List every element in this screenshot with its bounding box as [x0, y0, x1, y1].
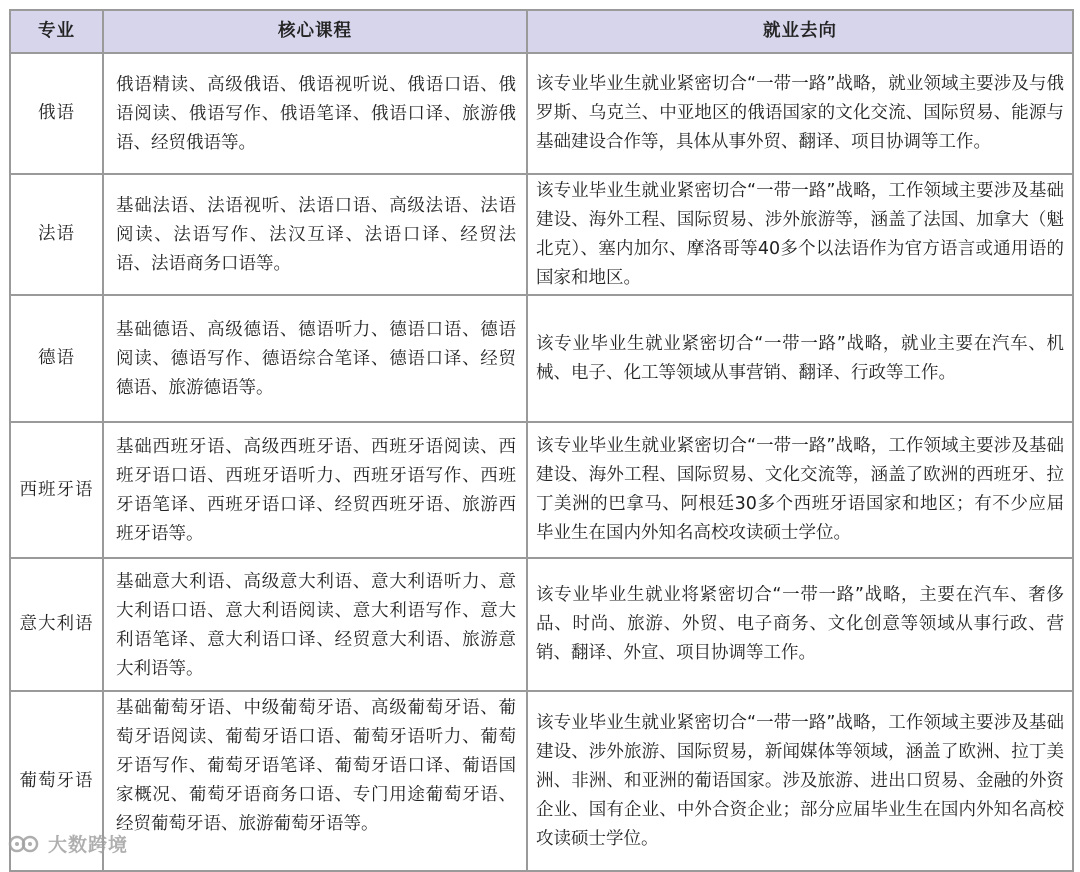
major-cell: 意大利语	[10, 558, 103, 691]
header-jobs: 就业去向	[527, 10, 1073, 53]
jobs-cell: 该专业毕业生就业紧密切合“一带一路”战略，就业主要在汽车、机械、电子、化工等领域从事营销、翻译、行政等工作。	[527, 295, 1073, 422]
jobs-cell: 该专业毕业生就业紧密切合“一带一路”战略，就业领域主要涉及与俄罗斯、乌克兰、中亚地区的俄语国家的文化交流、国际贸易、能源与基础建设合作等，具体从事外贸、翻译、项目协调等工作。	[527, 53, 1073, 174]
major-cell: 西班牙语	[10, 422, 103, 558]
major-cell: 俄语	[10, 53, 103, 174]
jobs-cell: 该专业毕业生就业紧密切合“一带一路”战略，工作领域主要涉及基础建设、海外工程、国际贸易、文化交流等，涵盖了欧洲的西班牙、拉丁美洲的巴拿马、阿根廷30多个西班牙语国家和地区；有不少应届毕业生在国内外知名高校攻读硕士学位。	[527, 422, 1073, 558]
watermark-text: 大数跨境	[48, 834, 129, 856]
table-row	[10, 558, 1073, 691]
jobs-cell: 该专业毕业生就业紧密切合“一带一路”战略，工作领域主要涉及基础建设、海外工程、国际贸易、涉外旅游等，涵盖了法国、加拿大（魁北克）、塞内加尔、摩洛哥等40多个以法语作为官方语言或通用语的国家和地区。	[527, 174, 1073, 295]
table-row	[10, 53, 1073, 174]
courses-cell: 基础葡萄牙语、中级葡萄牙语、高级葡萄牙语、葡萄牙语阅读、葡萄牙语口语、葡萄牙语听力、葡萄牙语写作、葡萄牙语笔译、葡萄牙语口译、葡语国家概况、葡萄牙语商务口语、专门用途葡萄牙语、经贸葡萄牙语、旅游葡萄牙语等。	[103, 691, 527, 871]
watermark-logo-icon	[8, 832, 42, 856]
courses-cell: 基础意大利语、高级意大利语、意大利语听力、意大利语口语、意大利语阅读、意大利语写作、意大利语笔译、意大利语口译、经贸意大利语、旅游意大利语等。	[103, 558, 527, 691]
watermark	[8, 830, 128, 857]
table-row	[10, 422, 1073, 558]
major-cell: 葡萄牙语	[10, 691, 103, 871]
header-major: 专业	[10, 10, 103, 53]
major-cell: 法语	[10, 174, 103, 295]
courses-cell: 基础西班牙语、高级西班牙语、西班牙语阅读、西班牙语口语、西班牙语听力、西班牙语写作、西班牙语笔译、西班牙语口译、经贸西班牙语、旅游西班牙语等。	[103, 422, 527, 558]
courses-cell: 基础法语、法语视听、法语口语、高级法语、法语阅读、法语写作、法汉互译、法语口译、经贸法语、法语商务口语等。	[103, 174, 527, 295]
courses-cell: 基础德语、高级德语、德语听力、德语口语、德语阅读、德语写作、德语综合笔译、德语口译、经贸德语、旅游德语等。	[103, 295, 527, 422]
jobs-cell: 该专业毕业生就业紧密切合“一带一路”战略，工作领域主要涉及基础建设、涉外旅游、国际贸易，新闻媒体等领域，涵盖了欧洲、拉丁美洲、非洲、和亚洲的葡语国家。涉及旅游、进出口贸易、金融的外资企业、国有企业、中外合资企业；部分应届毕业生在国内外知名高校攻读硕士学位。	[527, 691, 1073, 871]
header-courses: 核心课程	[103, 10, 527, 53]
table-row	[10, 295, 1073, 422]
courses-cell: 俄语精读、高级俄语、俄语视听说、俄语口语、俄语阅读、俄语写作、俄语笔译、俄语口译、旅游俄语、经贸俄语等。	[103, 53, 527, 174]
jobs-cell: 该专业毕业生就业将紧密切合“一带一路”战略，主要在汽车、奢侈品、时尚、旅游、外贸、电子商务、文化创意等领域从事行政、营销、翻译、外宣、项目协调等工作。	[527, 558, 1073, 691]
table-header-row	[10, 10, 1073, 53]
majors-table	[9, 9, 1074, 872]
major-cell: 德语	[10, 295, 103, 422]
table-row	[10, 174, 1073, 295]
table-row	[10, 691, 1073, 871]
